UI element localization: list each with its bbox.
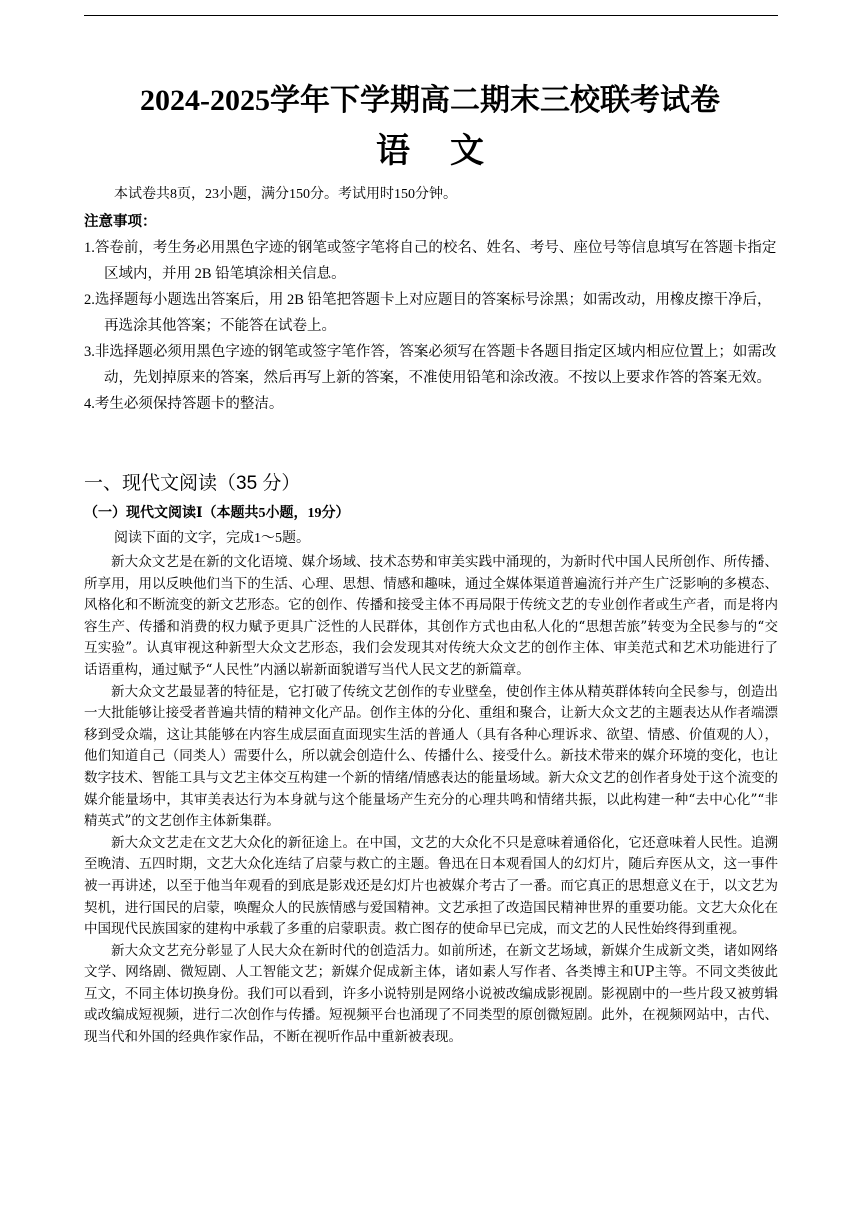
top-rule [84,15,778,16]
passage-paragraph: 新大众文艺最显著的特征是，它打破了传统文艺创作的专业壁垒，使创作主体从精英群体转向全民参与，创造出一大批能够让接受者普遍共情的精神文化产品。创作主体的分化、重组和聚合，让新大众文艺的主题表达从作者端漂移到受众端，这让其能够在内容生成层面直面现实生活的普通人（具有各种心理诉求、欲望、情感、价值观的人），他们知道自己（同类人）需要什么，所以就会创造什么、传播什么、接受什么。新技术带来的媒介环境的变化，也让数字技术、智能工具与文艺主体交互构建一个新的情绪/情感表达的能量场域。新大众文艺的创作者身处于这个流变的媒介能量场中，其审美表达行为本身就与这个能量场产生充分的心理共鸣和情绪共振，以此构建一种“去中心化”“非精英式”的文艺创作主体新集群。 [84,683,778,830]
reading-instruction: 阅读下面的文字，完成1～5题。 [114,531,310,546]
notes-heading: 注意事项： [84,214,157,230]
note-item: 3.非选择题必须用黑色字迹的钢笔或签字笔作答，答案必须写在答题卡各题目指定区域内相应位置上；如需改动，先划掉原来的答案，然后再写上新的答案，不准使用铅笔和涂改液。不按以上要求作答的答案无效。 [84,344,777,386]
subject-title: 语文 [376,133,524,170]
exam-title: 2024-2025学年下学期高二期末三校联考试卷 [140,84,720,117]
passage-paragraph: 新大众文艺走在文艺大众化的新征途上。在中国，文艺的大众化不只是意味着通俗化，它还意味着人民性。追溯至晚清、五四时期，文艺大众化连结了启蒙与救亡的主题。鲁迅在日本观看国人的幻灯片，随后弃医从文，这一事件被一再讲述，以至于他当年观看的到底是影戏还是幻灯片也被媒介考古了一番。而它真正的思想意义在于，以文艺为契机，进行国民的启蒙，唤醒众人的民族情感与爱国精神。文艺承担了改造国民精神世界的重要功能。文艺大众化在中国现代民族国家的建构中承载了多重的启蒙职责。救亡图存的使命早已完成，而文艺的人民性始终得到重视。 [84,834,778,938]
passage-paragraph: 新大众文艺充分彰显了人民大众在新时代的创造活力。如前所述，在新文艺场域，新媒介生成新文类，诸如网络文学、网络剧、微短剧、人工智能文艺；新媒介促成新主体，诸如素人写作者、各类博主和UP主等。不同文类彼此互文，不同主体切换身份。我们可以看到，许多小说特别是网络小说被改编成影视剧。影视剧中的一些片段又被剪辑或改编成短视频，进行二次创作与传播。短视频平台也涌现了不同类型的原创微短剧。此外，在视频网站中，古代、现当代和外国的经典作家作品，不断在视听作品中重新被表现。 [84,942,778,1046]
note-item: 4.考生必须保持答题卡的整洁。 [84,396,284,412]
section-title: 一、现代文阅读（35 分） [84,473,301,494]
note-item: 1.答卷前，考生务必用黑色字迹的钢笔或签字笔将自己的校名、姓名、考号、座位号等信息填写在答题卡指定区域内，并用 2B 铅笔填涂相关信息。 [84,240,777,282]
notes-block [84,209,778,417]
reading-passage [84,552,778,1049]
passage-paragraph: 新大众文艺是在新的文化语境、媒介场域、技术态势和审美实践中涌现的，为新时代中国人民所创作、所传播、所享用，用以反映他们当下的生活、心理、思想、情感和趣味，通过全媒体渠道普遍流行并产生广泛影响的多模态、风格化和不断流变的新文艺形态。它的创作、传播和接受主体不再局限于传统文艺的专业创作者或生产者，而是将内容生产、传播和消费的权力赋予更具广泛性的人民群体，其创作方式也由私人化的“思想苦旅”转变为全民参与的“交互实验”。认真审视这种新型大众文艺形态，我们会发现其对传统大众文艺的创作主体、审美范式和艺术功能进行了话语重构，通过赋予“人民性”内涵以崭新面貌谱写当代人民文艺的新篇章。 [84,554,778,678]
note-item: 2.选择题每小题选出答案后，用 2B 铅笔把答题卡上对应题目的答案标号涂黑；如需改动，用橡皮擦干净后，再选涂其他答案；不能答在试卷上。 [84,292,772,334]
subsection-title: （一）现代文阅读Ⅰ（本题共5小题，19分） [84,506,350,521]
exam-meta: 本试卷共8页，23小题，满分150分。考试用时150分钟。 [114,187,457,202]
